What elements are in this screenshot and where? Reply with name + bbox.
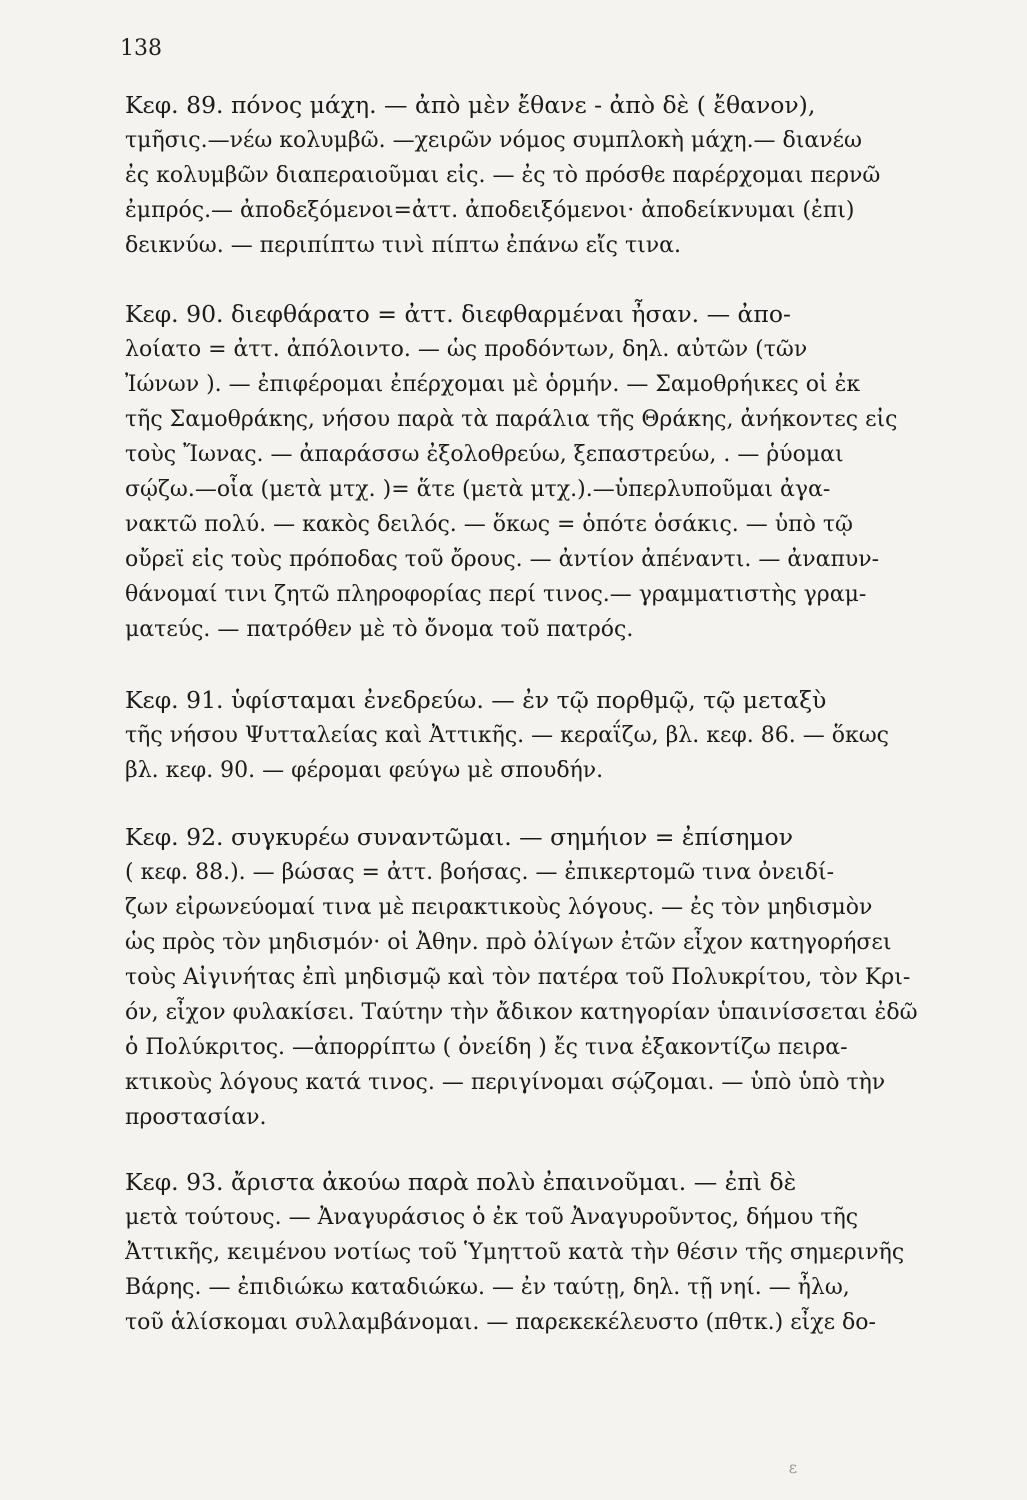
- chapter-93-entry: [125, 1165, 975, 1340]
- text-line: νακτῶ πολύ. — κακὸς δειλός. — ὅκως = ὁπότε ὁσάκις. — ὑπὸ τῷ: [125, 512, 853, 537]
- chapter-92-entry: [125, 820, 975, 1135]
- text-line: ( κεφ. 88.). — βώσας = ἀττ. βοήσας. — ἐπικερτομῶ τινα ὀνειδί-: [125, 860, 835, 885]
- text-line: δεικνύω. — περιπίπτω τινὶ πίπτω ἐπάνω εἴς τινα.: [125, 233, 681, 258]
- chapter-91-entry: [125, 683, 975, 788]
- text-line: μετὰ τούτους. — Ἀναγυράσιος ὁ ἐκ τοῦ Ἀναγυροῦντος, δήμου τῆς: [125, 1205, 859, 1230]
- text-line: Ἰώνων ). — ἐπιφέρομαι ἐπέρχομαι μὲ ὁρμήν. — Σαμοθρήικες οἱ ἐκ: [125, 372, 861, 397]
- text-line: θάνομαί τινι ζητῶ πληροφορίας περί τινος.— γραμματιστὴς γραμ-: [125, 582, 867, 607]
- text-line: Κεφ. 93. ἄριστα ἀκούω παρὰ πολὺ ἐπαινοῦμαι. — ἐπὶ δὲ: [125, 1168, 797, 1196]
- text-line: Κεφ. 89. πόνος μάχη. — ἀπὸ μὲν ἔθανε - ἀπὸ δὲ ( ἔθανον),: [125, 91, 816, 119]
- text-line: ὁ Πολύκριτος. —ἀπορρίπτω ( ὀνείδη ) ἔς τινα ἐξακοντίζω πειρα-: [125, 1035, 848, 1060]
- text-line: ἐς κολυμβῶν διαπεραιοῦμαι εἰς. — ἐς τὸ πρόσθε παρέρχομαι περνῶ: [125, 163, 881, 188]
- text-line: οὔρεϊ εἰς τοὺς πρόποδας τοῦ ὄρους. — ἀντίον ἀπέναντι. — ἀναπυν-: [125, 547, 880, 572]
- text-line: κτικοὺς λόγους κατά τινος. — περιγίνομαι σῴζομαι. — ὑπὸ ὑπὸ τὴν: [125, 1070, 886, 1095]
- text-line: λοίατο = ἀττ. ἀπόλοιντο. — ὡς προδόντων, δηλ. αὐτῶν (τῶν: [125, 337, 808, 362]
- text-line: ζων εἰρωνεύομαί τινα μὲ πειρακτικοὺς λόγους. — ἐς τὸν μηδισμὸν: [125, 895, 873, 920]
- text-line: Βάρης. — ἐπιδιώκω καταδιώκω. — ἐν ταύτῃ, δηλ. τῇ νηί. — ἦλω,: [125, 1275, 850, 1300]
- text-line: προστασίαν.: [125, 1105, 267, 1130]
- chapter-89-entry: [125, 88, 975, 263]
- text-line: ματεύς. — πατρόθεν μὲ τὸ ὄνομα τοῦ πατρός.: [125, 617, 634, 642]
- chapter-90-entry: [125, 297, 975, 647]
- text-line: τῆς νήσου Ψυτταλείας καὶ Ἀττικῆς. — κεραΐζω, βλ. κεφ. 86. — ὅκως: [125, 723, 889, 748]
- text-line: τοῦ ἁλίσκομαι συλλαμβάνομαι. — παρεκεκέλευστο (πθτκ.) εἶχε δο-: [125, 1310, 876, 1335]
- text-line: ὡς πρὸς τὸν μηδισμόν· οἱ Ἀθην. πρὸ ὀλίγων ἐτῶν εἶχον κατηγορήσει: [125, 930, 892, 955]
- text-line: Κεφ. 90. διεφθάρατο = ἀττ. διεφθαρμέναι ἦσαν. — ἀπο-: [125, 300, 791, 328]
- page-number: 138: [120, 36, 162, 61]
- text-line: τμῆσις.—νέω κολυμβῶ. —χειρῶν νόμος συμπλοκὴ μάχη.— διανέω: [125, 128, 862, 153]
- text-line: Κεφ. 92. συγκυρέω συναντῶμαι. — σημήιον = ἐπίσημον: [125, 823, 793, 851]
- text-line: τοὺς Ἴωνας. — ἀπαράσσω ἐξολοθρεύω, ξεπαστρεύω, . — ῥύομαι: [125, 442, 844, 467]
- text-line: Ἀττικῆς, κειμένου νοτίως τοῦ Ὑμηττοῦ κατὰ τὴν θέσιν τῆς σημερινῆς: [125, 1240, 905, 1265]
- text-line: ἐμπρός.— ἀποδεξόμενοι=ἀττ. ἀποδειξόμενοι· ἀποδείκνυμαι (ἐπι): [125, 198, 855, 223]
- text-line: όν, εἶχον φυλακίσει. Ταύτην τὴν ἄδικον κατηγορίαν ὑπαινίσσεται ἐδῶ: [125, 1000, 918, 1025]
- text-line: τῆς Σαμοθράκης, νήσου παρὰ τὰ παράλια τῆς Θράκης, ἀνήκοντες εἰς: [125, 407, 898, 432]
- ink-mark: ε: [788, 1458, 797, 1477]
- text-line: βλ. κεφ. 90. — φέρομαι φεύγω μὲ σπουδήν.: [125, 758, 604, 783]
- text-line: σῴζω.—οἷα (μετὰ μτχ. )= ἅτε (μετὰ μτχ.).—ὑπερλυποῦμαι ἀγα-: [125, 477, 831, 502]
- text-line: Κεφ. 91. ὑφίσταμαι ἐνεδρεύω. — ἐν τῷ πορθμῷ, τῷ μεταξὺ: [125, 686, 827, 714]
- text-line: τοὺς Αἰγινήτας ἐπὶ μηδισμῷ καὶ τὸν πατέρα τοῦ Πολυκρίτου, τὸν Κρι-: [125, 965, 911, 990]
